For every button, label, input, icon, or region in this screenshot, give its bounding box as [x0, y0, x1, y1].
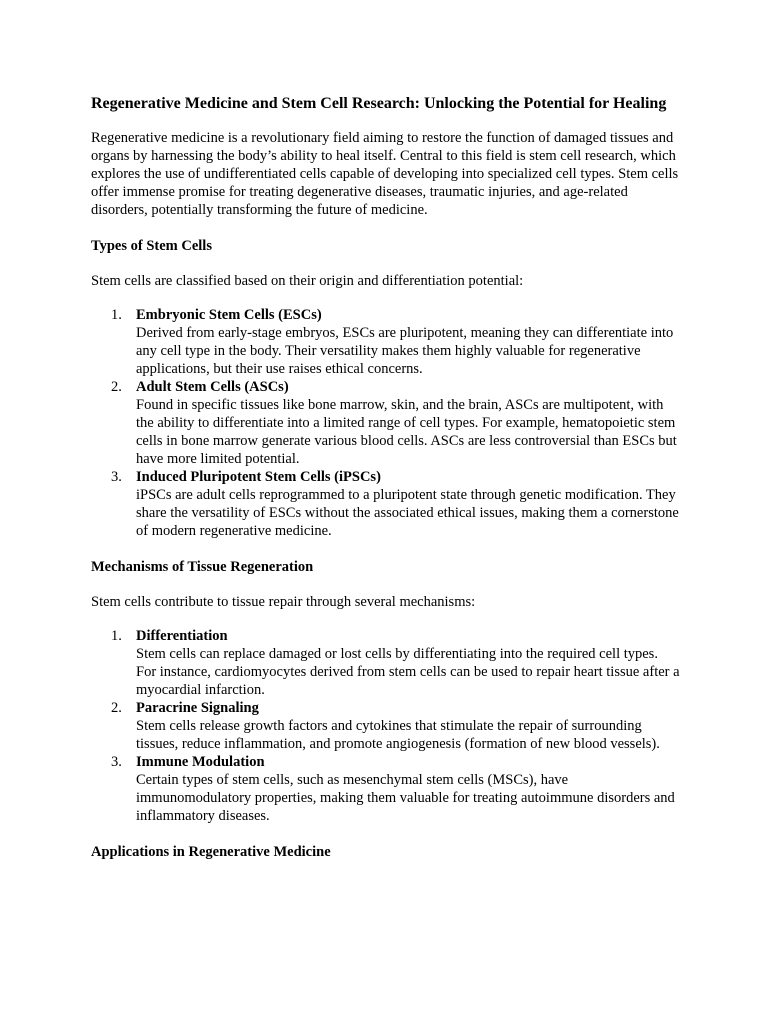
types-list	[91, 306, 681, 540]
list-item-number: 1.	[111, 307, 122, 323]
list-item-body: Derived from early-stage embryos, ESCs are pluripotent, meaning they can differentiate into any cell type in the body. Their versatility makes them highly valuable for regenerative applications, but their use raises ethical concerns.	[136, 325, 674, 377]
list-item-body: Stem cells can replace damaged or lost cells by differentiating into the required cell types. For instance, cardiomyocytes derived from stem cells can be used to repair heart tissue after a myocardial infarction.	[136, 646, 680, 698]
list-item	[91, 753, 681, 825]
section-lead-types: Stem cells are classified based on their origin and differentiation potential:	[91, 273, 524, 289]
list-item-body: Stem cells release growth factors and cytokines that stimulate the repair of surrounding tissues, reduce inflammation, and promote angiogenesis (formation of new blood vessels).	[136, 718, 660, 752]
mechanisms-list	[91, 627, 681, 825]
section-heading-types: Types of Stem Cells	[91, 238, 212, 254]
section-heading-applications: Applications in Regenerative Medicine	[91, 844, 331, 860]
list-item	[91, 306, 681, 378]
list-item	[91, 699, 681, 753]
section-heading-mechanisms: Mechanisms of Tissue Regeneration	[91, 559, 314, 575]
list-item-title: Paracrine Signaling	[136, 700, 259, 716]
list-item	[91, 378, 681, 468]
list-item	[91, 468, 681, 540]
list-item-number: 3.	[111, 754, 122, 770]
intro-paragraph: Regenerative medicine is a revolutionary field aiming to restore the function of damaged tissues and organs by harnessing the body’s ability to heal itself. Central to this field is stem cell research, which explores the use of undifferentiated cells capable of developing into specialized cell types. Stem cells offer immense promise for treating degenerative diseases, traumatic injuries, and age-related disorders, potentially transforming the future of medicine.	[91, 130, 679, 218]
list-item-body: iPSCs are adult cells reprogrammed to a pluripotent state through genetic modification. They share the versatility of ESCs without the associated ethical issues, making them a cornerstone of modern regenerative medicine.	[136, 487, 679, 539]
list-item-title: Adult Stem Cells (ASCs)	[136, 379, 289, 395]
list-item-number: 3.	[111, 469, 122, 485]
list-item	[91, 627, 681, 699]
list-item-body: Found in specific tissues like bone marrow, skin, and the brain, ASCs are multipotent, with the ability to differentiate into a limited range of cell types. For example, hematopoietic stem cells in bone marrow generate various blood cells. ASCs are less controversial than ESCs but have more limited potential.	[136, 397, 677, 467]
list-item-body: Certain types of stem cells, such as mesenchymal stem cells (MSCs), have immunomodulatory properties, making them valuable for treating autoimmune disorders and inflammatory diseases.	[136, 772, 675, 824]
list-item-number: 2.	[111, 379, 122, 395]
list-item-number: 1.	[111, 628, 122, 644]
section-lead-mechanisms: Stem cells contribute to tissue repair through several mechanisms:	[91, 594, 476, 610]
list-item-title: Induced Pluripotent Stem Cells (iPSCs)	[136, 469, 381, 485]
list-item-title: Embryonic Stem Cells (ESCs)	[136, 307, 322, 323]
list-item-number: 2.	[111, 700, 122, 716]
document-page	[91, 93, 681, 878]
list-item-title: Differentiation	[136, 628, 228, 644]
list-item-title: Immune Modulation	[136, 754, 265, 770]
document-title: Regenerative Medicine and Stem Cell Research: Unlocking the Potential for Healing	[91, 95, 667, 112]
